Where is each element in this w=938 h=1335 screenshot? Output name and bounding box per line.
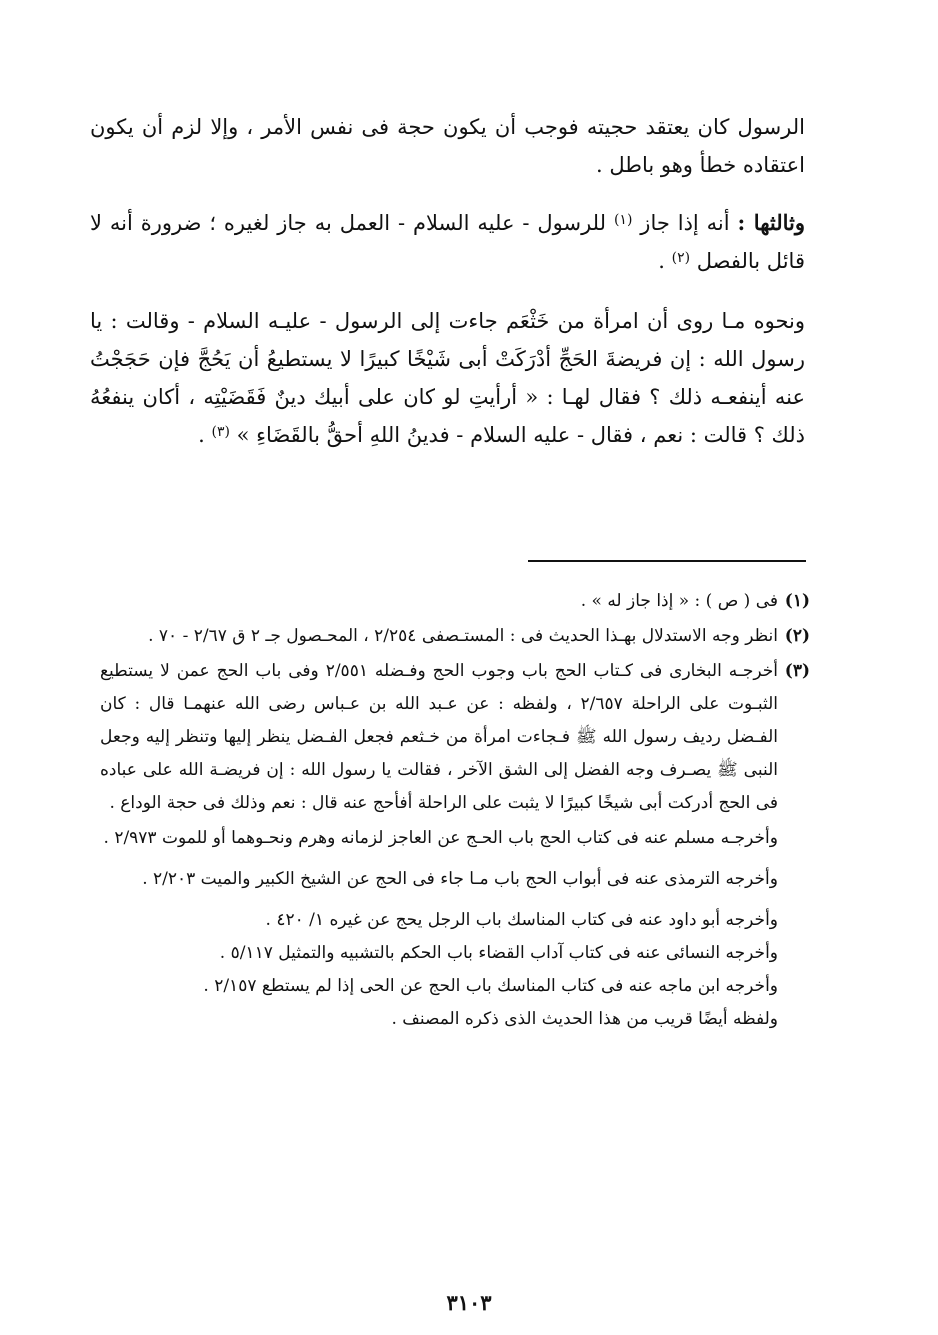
footnotes xyxy=(100,585,810,1036)
paragraph-3-text: ونحوه مـا روى أن امرأة من خَثْعَم جاءت إلى الرسول - عليـه السلام - وقالت : يا رسول الله : إن فريضةَ الحَجِّ أدْرَكَتْ أبى شَيْخًا كبيرًا لا يستطيعُ أن يَحُجَّ فإن حَجَجْتُ عنه أينفعـه ذلك ؟ فقال لهـا : « أرأيتِ لو كان على أبيك دينٌ فَقَضَيْتِه ، أكان ينفعُهُ ذلك ؟ قالت : نعم ، فقال - عليه السلام - فدينُ اللهِ أحقُّ بالقَضَاءِ » xyxy=(90,309,805,447)
footnote-1-number: (١) xyxy=(784,591,810,611)
footnote-2-number: (٢) xyxy=(784,626,810,646)
footnote-1-text: فى ( ص ) : « إذا جاز له » . xyxy=(580,591,778,611)
footnote-ref-3: (٣) xyxy=(211,424,230,440)
main-text xyxy=(90,108,805,454)
paragraph-3 xyxy=(90,302,805,454)
footnote-2 xyxy=(100,620,810,653)
paragraph-2-part1: أنه إذا جاز xyxy=(632,211,738,235)
footnote-ref-2: (٢) xyxy=(671,250,691,266)
paragraph-2-part2: للرسول - عليه السلام - العمل به جاز لغيره ؛ ضرورة أنه لا قائل بالفصل xyxy=(90,211,805,273)
paragraph-2-lead: وثالثها : xyxy=(737,210,806,235)
footnote-3 xyxy=(100,655,810,820)
footnote-3-nasai: وأخرجه النسائى عنه فى كتاب آداب القضاء باب الحكم بالتشبيه والتمثيل ٥/١١٧ . xyxy=(219,943,778,963)
footnote-3-ibnmajah: وأخرجه ابن ماجه عنه فى كتاب المناسك باب الحج عن الحى إذا لم يستطع ٢/١٥٧ . xyxy=(203,976,778,996)
page-number: ٣١٠٣ xyxy=(446,1290,492,1315)
paragraph-2 xyxy=(90,204,805,280)
paragraph-3-end: . xyxy=(198,423,212,447)
footnote-3-number: (٣) xyxy=(784,661,810,681)
footnote-1 xyxy=(100,585,810,618)
paragraph-2-end: . xyxy=(658,249,672,273)
paragraph-1 xyxy=(90,108,805,184)
footnote-3-tirmidhi: وأخرجه الترمذى عنه فى أبواب الحج باب مـا جاء فى الحج عن الشيخ الكبير والميت ٢/٢٠٣ . xyxy=(142,869,778,889)
footnote-3-muslim: وأخرجـه مسلم عنه فى كتاب الحج باب الحـج عن العاجز لزمانه وهرم ونحـوهما أو للموت ٢/٩٧٣ . xyxy=(103,828,778,848)
footnote-2-text: انظر وجه الاستدلال بهـذا الحديث فى : المستـصفى ٢/٢٥٤ ، المحـصول جـ ٢ ق ٢/٦٧ - ٧٠ . xyxy=(148,626,778,646)
footnote-3-text: أخرجـه البخارى فى كـتاب الحج باب وجوب الحج وفـضله ٢/٥٥١ وفى باب الحج عمن لا يستطيع الثبـوت على الراحلة ٢/٦٥٧ ، ولفظه : عن عـبد الله بن عـباس رضى الله عنهمـا قال : كان الفـضل رديف رسول الله ﷺ فـجاءت امرأة من خـثعم فجعل الفـضل ينظر إليها وتنظر إليه وجعل النبى ﷺ يصـرف وجه الفضل إلى الشق الآخر ، فقالت يا رسول الله : إن فريضـة الله على عباده فى الحج أدركت أبى شيخًا كبيرًا لا يثبت على الراحلة أفأحج عنه قال : نعم وذلك فى حجة الوداع . xyxy=(100,661,778,813)
footnote-ref-1: (١) xyxy=(613,212,633,228)
footnote-separator xyxy=(528,560,806,562)
footnote-3-closing: ولفظه أيضًا قريب من هذا الحديث الذى ذكره المصنف . xyxy=(391,1009,778,1029)
footnote-3-abudawud: وأخرجه أبو داود عنه فى كتاب المناسك باب الرجل يحج عن غيره ١/ ٤٢٠ . xyxy=(265,910,778,930)
paragraph-1-text: الرسول كان يعتقد حجيته فوجب أن يكون حجة فى نفس الأمر ، وإلا لزم أن يكون اعتقاده خطأ وهو باطل . xyxy=(90,115,805,177)
